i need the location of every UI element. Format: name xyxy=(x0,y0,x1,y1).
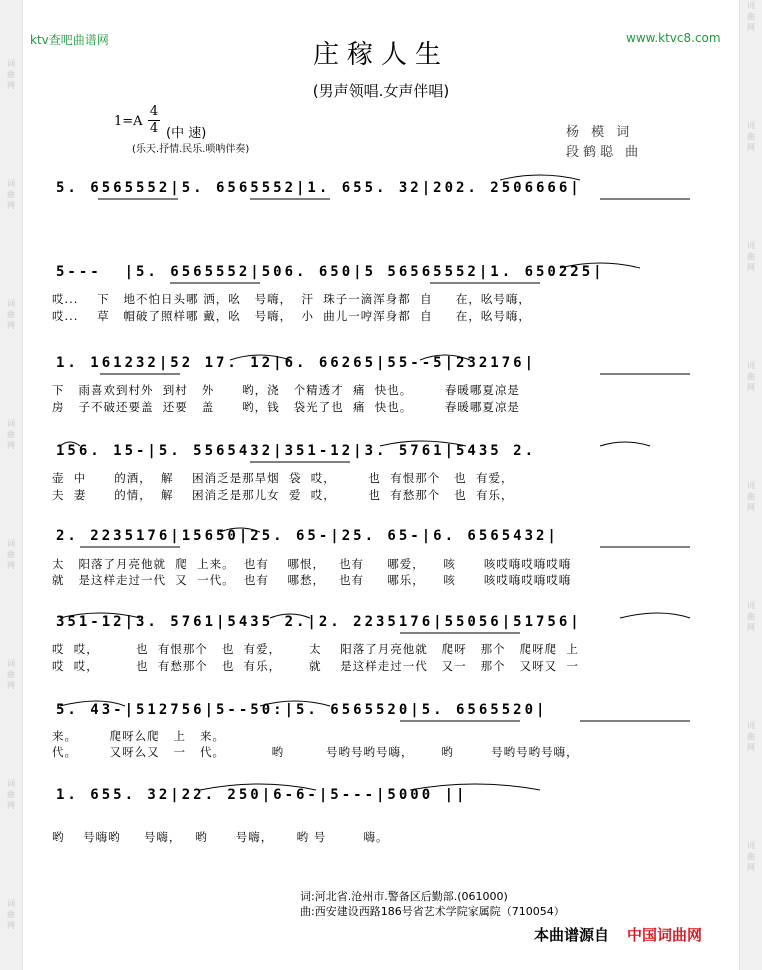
song-subtitle: (男声领唱.女声伴唱) xyxy=(312,82,450,100)
watermark-char: 词 xyxy=(7,299,15,308)
style-note: (乐天.抒情.民乐.唢呐伴奏) xyxy=(132,144,250,155)
lyricist-address: 词:河北省.沧州市.警备区后勤部.(061000) xyxy=(300,890,508,903)
watermark-char: 词 xyxy=(7,419,15,428)
time-signature-bottom: 4 xyxy=(149,121,159,136)
score-line-8: 1. 655. 32|22. 250|6-6-|5---|5000 || xyxy=(56,787,468,803)
lyric-line-3b: 房 子不破还要盖 还要 盖 哟，钱 袋光了也 痛 快也。 春暖哪夏凉是 xyxy=(52,400,520,414)
watermark-char: 曲 xyxy=(7,910,15,919)
watermark-char: 曲 xyxy=(747,372,755,381)
watermark-char: 网 xyxy=(7,81,15,90)
watermark-char: 词 xyxy=(7,659,15,668)
watermark-char: 词 xyxy=(747,1,755,10)
watermark-char: 网 xyxy=(7,321,15,330)
slur-mark xyxy=(500,175,580,180)
slur-mark xyxy=(410,784,540,790)
watermark-char: 词 xyxy=(747,361,755,370)
site-link-left[interactable]: ktv查吧曲谱网 xyxy=(30,33,109,47)
slur-mark xyxy=(60,442,80,446)
watermark-char: 网 xyxy=(7,561,15,570)
watermark-char: 词 xyxy=(747,601,755,610)
watermark-char: 曲 xyxy=(747,852,755,861)
slur-mark xyxy=(200,784,316,790)
lyricist-credit: 杨 模 词 xyxy=(566,125,634,140)
lyric-line-2b: 哎... 草 帽破了照样哪 戴，吆 号嗨， 小 曲儿一哼浑身都 自 在，吆号嗨， xyxy=(52,309,531,323)
lyric-line-2a: 哎... 下 地不怕日头哪 洒，吆 号嗨， 汗 珠子一滴浑身都 自 在，吆号嗨， xyxy=(52,292,531,306)
score-line-4: 156. 15-|5. 5565432|351-12|3. 5761|5435 2. xyxy=(56,443,537,459)
score-line-5: 2. 2235176|15650|25. 65-|25. 65-|6. 6565432| xyxy=(56,528,559,544)
watermark-char: 曲 xyxy=(7,670,15,679)
lyric-line-8a: 哟 号嗨哟 号嗨， 哟 号嗨， 哟 号 嗨。 xyxy=(52,830,389,844)
watermark-char: 曲 xyxy=(747,612,755,621)
watermark-char: 网 xyxy=(7,801,15,810)
lyric-line-5b: 就 是这样走过一代 又 一代。 也有 哪愁， 也有 哪乐， 咳 咳哎嗨哎嗨哎嗨 xyxy=(52,573,572,587)
composer-address: 曲:西安建设西路186号省艺术学院家属院（710054） xyxy=(300,905,565,918)
slur-mark xyxy=(220,528,260,532)
source-site-link[interactable]: 中国词曲网 xyxy=(627,926,703,944)
watermark-char: 网 xyxy=(7,201,15,210)
watermark-char: 网 xyxy=(747,503,755,512)
slur-mark xyxy=(260,701,330,706)
slur-mark xyxy=(600,442,650,446)
watermark-char: 网 xyxy=(7,681,15,690)
watermark-char: 曲 xyxy=(7,790,15,799)
tempo-marking: (中 速) xyxy=(166,126,207,141)
watermark-char: 曲 xyxy=(7,70,15,79)
watermark-char: 词 xyxy=(7,179,15,188)
watermark-char: 词 xyxy=(7,779,15,788)
watermark-char: 网 xyxy=(747,743,755,752)
watermark-char: 网 xyxy=(747,623,755,632)
watermark-char: 网 xyxy=(747,143,755,152)
slur-mark xyxy=(60,613,140,618)
lyric-line-7a: 来。 爬呀么爬 上 来。 xyxy=(52,729,226,743)
source-label: 本曲谱源自 xyxy=(534,926,610,944)
watermark-char: 曲 xyxy=(7,550,15,559)
watermark-char: 网 xyxy=(747,263,755,272)
watermark-char: 网 xyxy=(7,921,15,930)
watermark-char: 网 xyxy=(747,23,755,32)
key-signature: 1=A xyxy=(114,114,143,129)
slur-mark xyxy=(230,355,290,360)
score-line-1: 5. 6565552|5. 6565552|1. 655. 32|202. 2506666| xyxy=(56,180,582,196)
slur-mark xyxy=(560,263,640,268)
lyric-line-4b: 夫 妻 的情， 解 困消乏是那儿女 爱 哎， 也 有愁那个 也 有乐， xyxy=(52,488,514,502)
composer-credit: 段鹤聪 曲 xyxy=(566,145,643,160)
watermark-char: 词 xyxy=(747,721,755,730)
watermark-char: 词 xyxy=(7,539,15,548)
watermark-char: 词 xyxy=(747,481,755,490)
watermark-char: 曲 xyxy=(747,12,755,21)
score-line-2: 5--- |5. 6565552|506. 650|5 56565552|1. 650225| xyxy=(56,264,605,280)
source-note xyxy=(534,924,702,945)
watermark-char: 词 xyxy=(7,899,15,908)
slur-mark xyxy=(380,441,466,446)
score-line-7: 5. 43-|512756|5--50:|5. 6565520|5. 6565520| xyxy=(56,702,548,718)
time-signature-top: 4 xyxy=(149,104,159,119)
slur-mark xyxy=(420,355,470,360)
watermark-char: 曲 xyxy=(747,492,755,501)
watermark-char: 词 xyxy=(7,59,15,68)
watermark-char: 网 xyxy=(7,441,15,450)
score-line-6: 351-12|3. 5761|5435 2.|2. 2235176|55056|51756| xyxy=(56,614,582,630)
slur-mark xyxy=(620,613,690,618)
watermark-char: 曲 xyxy=(7,310,15,319)
watermark-char: 曲 xyxy=(7,190,15,199)
watermark-char: 曲 xyxy=(747,132,755,141)
slur-mark xyxy=(60,701,125,706)
song-title: 庄稼人生 xyxy=(312,40,449,70)
lyric-line-6b: 哎 哎， 也 有愁那个 也 有乐， 就 是这样走过一代 又一 那个 又呀又 一 xyxy=(52,659,579,673)
score-line-3: 1. 161232|52 17. 12|6. 66265|55--5|232176| xyxy=(56,355,537,371)
lyric-line-3a: 下 雨喜欢到村外 到村 外 哟，浇 个精透才 痛 快也。 春暖哪夏凉是 xyxy=(52,383,520,397)
lyric-line-7b: 代。 又呀么又 一 代。 哟 号哟号哟号嗨， 哟 号哟号哟号嗨， xyxy=(52,745,579,759)
lyric-line-6a: 哎 哎， 也 有恨那个 也 有爱， 太 阳落了月亮他就 爬呀 那个 爬呀爬 上 xyxy=(52,642,579,656)
watermark-char: 词 xyxy=(747,841,755,850)
lyric-line-4a: 壶 中 的酒， 解 困消乏是那旱烟 袋 哎， 也 有恨那个 也 有爱， xyxy=(52,471,514,485)
watermark-char: 网 xyxy=(747,863,755,872)
lyric-line-5a: 太 阳落了月亮他就 爬 上来。 也有 哪恨， 也有 哪爱， 咳 咳哎嗨哎嗨哎嗨 xyxy=(52,557,572,571)
watermark-char: 词 xyxy=(747,241,755,250)
watermark-char: 词 xyxy=(747,121,755,130)
slur-mark xyxy=(270,614,310,618)
site-link-right[interactable]: www.ktvc8.com xyxy=(626,31,721,45)
watermark-char: 曲 xyxy=(747,252,755,261)
watermark-char: 网 xyxy=(747,383,755,392)
watermark-char: 曲 xyxy=(747,732,755,741)
watermark-char: 曲 xyxy=(7,430,15,439)
